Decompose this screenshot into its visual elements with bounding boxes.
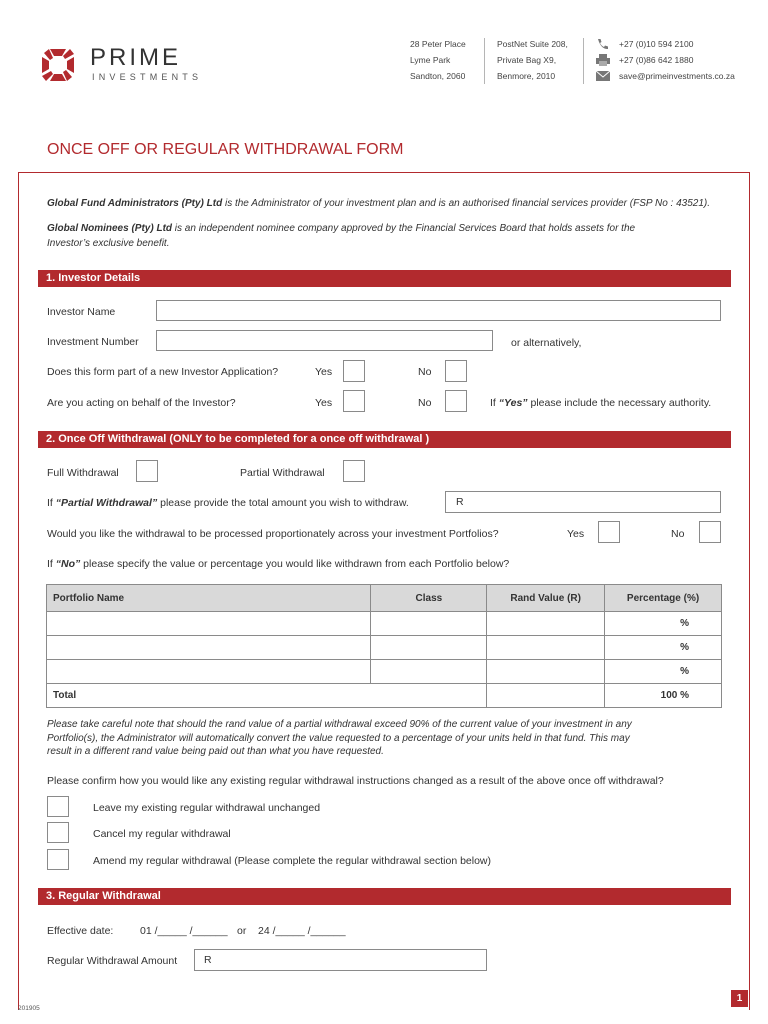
table-row xyxy=(47,636,722,660)
partial-withdrawal-label: Partial Withdrawal xyxy=(240,467,325,479)
confirm-question: Please confirm how you would like any existing regular withdrawal instructions changed as a result of the above once off withdrawal? xyxy=(47,775,664,787)
or-alternatively-label: or alternatively, xyxy=(511,337,582,349)
if-yes-note: If “Yes” please include the necessary authority. xyxy=(490,397,712,409)
brand-name: PRIME xyxy=(90,44,182,71)
new-app-yes-checkbox[interactable] xyxy=(343,360,365,382)
behalf-yes-label: Yes xyxy=(315,397,333,409)
section3-header: 3. Regular Withdrawal xyxy=(38,888,731,905)
address-col-2: PostNet Suite 208, Private Bag X9, Benmore, 2010 xyxy=(497,39,568,81)
investor-name-label: Investor Name xyxy=(47,306,116,318)
behalf-no-checkbox[interactable] xyxy=(445,390,467,412)
portfolio-table xyxy=(46,584,722,708)
option-cancel-label: Cancel my regular withdrawal xyxy=(93,828,231,840)
brand-sub: INVESTMENTS xyxy=(92,72,203,82)
new-app-no-label: No xyxy=(418,366,432,378)
table-row xyxy=(47,660,722,684)
option-leave-label: Leave my existing regular withdrawal unchanged xyxy=(93,802,321,814)
partial-withdrawal-checkbox[interactable] xyxy=(343,460,365,482)
rand-value-cell[interactable] xyxy=(487,612,605,636)
partial-amount-field[interactable]: R xyxy=(445,491,721,513)
address-col-1: 28 Peter Place Lyme Park Sandton, 2060 xyxy=(410,39,466,81)
on-behalf-question: Are you acting on behalf of the Investor? xyxy=(47,397,236,409)
proportional-yes-checkbox[interactable] xyxy=(598,521,620,543)
col-portfolio-name: Portfolio Name xyxy=(47,585,371,612)
option-amend-label: Amend my regular withdrawal (Please complete the regular withdrawal section below) xyxy=(93,855,492,867)
proportional-question: Would you like the withdrawal to be processed proportionately across your investment Portfolios? xyxy=(47,528,499,540)
table-total-row xyxy=(47,684,722,708)
effective-date-or: or xyxy=(237,925,247,937)
section2-header: 2. Once Off Withdrawal (ONLY to be completed for a once off withdrawal ) xyxy=(38,431,731,448)
logo-mark-icon xyxy=(40,47,76,83)
effective-date-24-field[interactable]: 24 /_____ /______ xyxy=(258,925,346,937)
behalf-yes-checkbox[interactable] xyxy=(343,390,365,412)
rand-value-cell[interactable] xyxy=(487,660,605,684)
table-row xyxy=(47,612,722,636)
if-no-instruction: If “No” please specify the value or percentage you would like withdrawn from each Portfolio below? xyxy=(47,558,510,570)
class-cell[interactable] xyxy=(371,612,487,636)
option-amend-checkbox[interactable] xyxy=(47,849,69,870)
partial-withdrawal-note: Please take careful note that should the rand value of a partial withdrawal exceed 90% of the current value of your investment in any Portfolio(s), the Administrator will automatically convert the value requested to a percentage of your units held in that fund. This may result in a different rand value being paid out than what you have requested. xyxy=(47,719,632,757)
brand-logo xyxy=(40,44,210,86)
page-number: 1 xyxy=(731,990,748,1007)
proportional-no-label: No xyxy=(671,528,685,540)
address-divider-2 xyxy=(583,38,584,84)
table-header-row xyxy=(47,585,722,612)
total-rand-cell[interactable] xyxy=(487,684,605,708)
investment-number-label: Investment Number xyxy=(47,336,139,348)
percentage-cell[interactable]: % xyxy=(605,636,722,660)
behalf-no-label: No xyxy=(418,397,432,409)
form-code: 201905 xyxy=(18,1005,40,1012)
intro-p1: Global Fund Administrators (Pty) Ltd is the Administrator of your investment plan and is an authorised financial services provider (FSP No : 43521). xyxy=(47,198,711,209)
form-title: ONCE OFF OR REGULAR WITHDRAWAL FORM xyxy=(47,141,404,158)
percentage-cell[interactable]: % xyxy=(605,660,722,684)
effective-date-label: Effective date: xyxy=(47,925,114,937)
address-divider-1 xyxy=(484,38,485,84)
fax-icon xyxy=(596,54,610,66)
intro-p2: Global Nominees (Pty) Ltd is an independent nominee company approved by the Financial Services Board that holds assets for the Investor’s exclusive benefit. xyxy=(47,223,636,249)
col-percentage: Percentage (%) xyxy=(605,585,722,612)
portfolio-name-cell[interactable] xyxy=(47,636,371,660)
percentage-cell[interactable]: % xyxy=(605,612,722,636)
investment-number-field[interactable] xyxy=(156,330,493,351)
new-app-yes-label: Yes xyxy=(315,366,333,378)
rand-value-cell[interactable] xyxy=(487,636,605,660)
option-cancel-checkbox[interactable] xyxy=(47,822,69,843)
full-withdrawal-checkbox[interactable] xyxy=(136,460,158,482)
proportional-no-checkbox[interactable] xyxy=(699,521,721,543)
contact-col: +27 (0)10 594 2100 +27 (0)86 642 1880 save@primeinvestments.co.za xyxy=(596,36,735,84)
new-app-no-checkbox[interactable] xyxy=(445,360,467,382)
class-cell[interactable] xyxy=(371,636,487,660)
portfolio-name-cell[interactable] xyxy=(47,612,371,636)
regular-amount-field[interactable]: R xyxy=(194,949,487,971)
total-pct-cell: 100 % xyxy=(605,684,722,708)
total-label-cell: Total xyxy=(47,684,487,708)
new-application-question: Does this form part of a new Investor Application? xyxy=(47,366,279,378)
regular-amount-label: Regular Withdrawal Amount xyxy=(47,955,178,967)
full-withdrawal-label: Full Withdrawal xyxy=(47,467,119,479)
section1-header: 1. Investor Details xyxy=(38,270,731,287)
phone-icon xyxy=(596,38,609,50)
investor-name-field[interactable] xyxy=(156,300,721,321)
class-cell[interactable] xyxy=(371,660,487,684)
partial-amount-question: If “Partial Withdrawal” please provide the total amount you wish to withdraw. xyxy=(47,497,409,509)
email-icon xyxy=(596,71,610,81)
proportional-yes-label: Yes xyxy=(567,528,585,540)
effective-date-01-field[interactable]: 01 /_____ /______ xyxy=(140,925,228,937)
col-rand-value: Rand Value (R) xyxy=(487,585,605,612)
option-leave-checkbox[interactable] xyxy=(47,796,69,817)
portfolio-name-cell[interactable] xyxy=(47,660,371,684)
col-class: Class xyxy=(371,585,487,612)
